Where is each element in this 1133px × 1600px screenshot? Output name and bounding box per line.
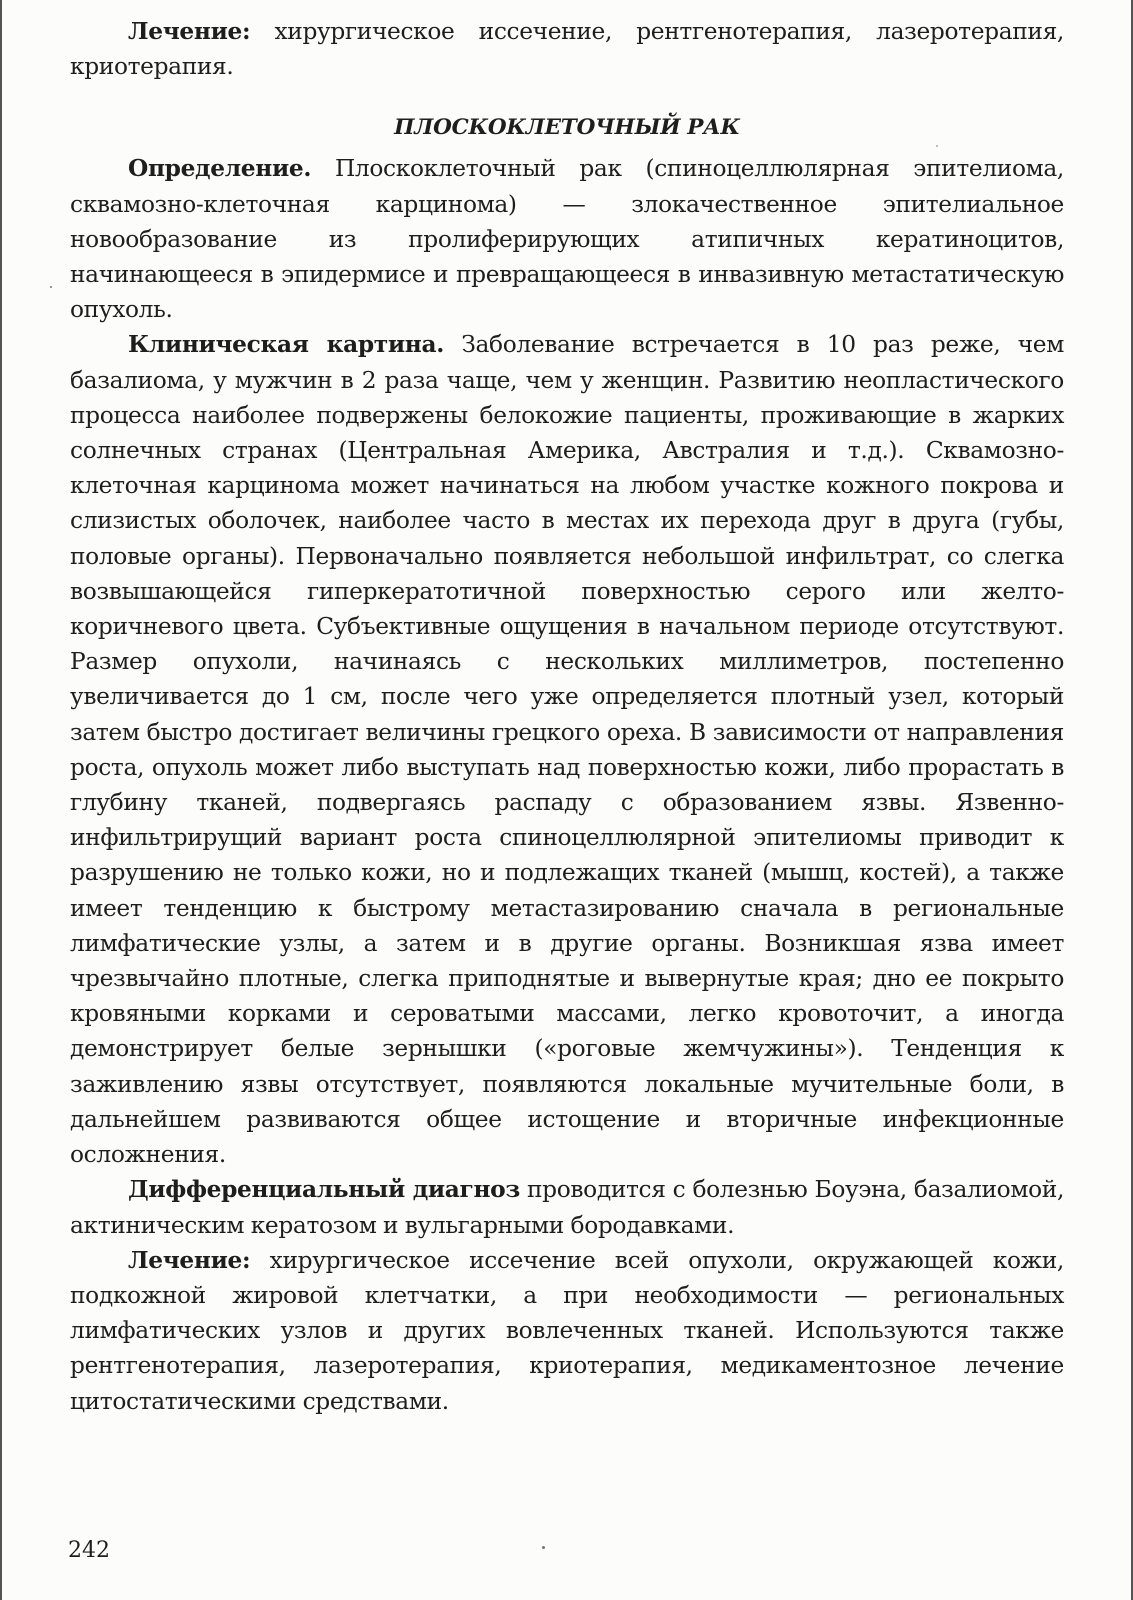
paragraph-term: Дифференциальный диагноз	[128, 1176, 520, 1204]
paragraph-term: Определение.	[128, 155, 312, 183]
treatment-paragraph	[70, 1243, 1064, 1419]
page-body	[70, 14, 1064, 1419]
scan-speck	[936, 145, 938, 147]
paragraph-text: хирургическое иссечение всей опухоли, окружающей кожи, подкожной жировой клетчатки, а при необходимости — региональных лимфатических узлов и других вовлеченных тканей. Используются также рентгенотерапия, лазеротерапия, криотерапия, медикаментозное лечение цитостатическими средствами.	[70, 1246, 1064, 1415]
paragraph-term: Лечение:	[128, 1246, 251, 1274]
paragraph-term: Клиническая картина.	[128, 331, 444, 359]
definition-paragraph	[70, 151, 1064, 327]
treatment-paragraph-top	[70, 14, 1064, 84]
paragraph-text: проводится с болезнью Боуэна, базалиомой, актиническим кератозом и вульгарными бородавками.	[70, 1176, 1065, 1239]
paragraph-text: Заболевание встречается в 10 раз реже, чем базалиома, у мужчин в 2 раза чаще, чем у женщин. Развитию неопластического процесса наиболее подвержены белокожие пациенты, проживающие в жарких солнечных странах (Центральная Америка, Австралия и т.д.). Сквамозно-клеточная карцинома может начинаться на любом участке кожного покрова и слизистых оболочек, наиболее часто в местах их перехода друг в друга (губы, половые органы). Первоначально появляется небольшой инфильтрат, со слегка возвышающейся гиперкератотичной поверхностью серого или желто-коричневого цвета. Субъективные ощущения в начальном периоде отсутствуют. Размер опухоли, начинаясь с нескольких миллиметров, постепенно увеличивается до 1 см, после чего уже определяется плотный узел, который затем быстро достигает величины грецкого ореха. В зависимости от направления роста, опухоль может либо выступать над поверхностью кожи, либо прорастать в глубину тканей, подвергаясь распаду с образованием язвы. Язвенно-инфильтрирущий вариант роста спиноцеллюлярной эпителиомы приводит к разрушению не только кожи, но и подлежащих тканей (мышц, костей), а также имеет тенденцию к быстрому метастазированию сначала в региональные лимфатические узлы, а затем и в другие органы. Возникшая язва имеет чрезвычайно плотные, слегка приподнятые и вывернутые края; дно ее покрыто кровяными корками и сероватыми массами, легко кровоточит, а иногда демонстрирует белые зернышки («роговые жемчужины»). Тенденция к заживлению язвы отсутствует, появляются локальные мучительные боли, в дальнейшем развиваются общее истощение и вторичные инфекционные осложнения.	[70, 331, 1065, 1169]
scan-speck	[542, 1546, 545, 1549]
clinical-picture-paragraph	[70, 327, 1064, 1172]
differential-diagnosis-paragraph	[70, 1172, 1064, 1242]
paragraph-term: Лечение:	[128, 18, 251, 45]
page-number: 242	[68, 1538, 110, 1563]
scan-speck	[50, 286, 52, 288]
paragraph-text: Плоскоклеточный рак (спиноцеллюлярная эпителиома, сквамозно-клеточная карцинома) — злокачественное эпителиальное новообразование из пролиферирующих атипичных кератиноцитов, начинающееся в эпидермисе и превращающееся в инвазивную метастатическую опухоль.	[70, 155, 1064, 324]
section-title: ПЛОСКОКЛЕТОЧНЫЙ РАК	[394, 115, 740, 141]
paragraph-text: хирургическое иссечение, рентгенотерапия, лазеротерапия, криотерапия.	[70, 18, 1064, 81]
